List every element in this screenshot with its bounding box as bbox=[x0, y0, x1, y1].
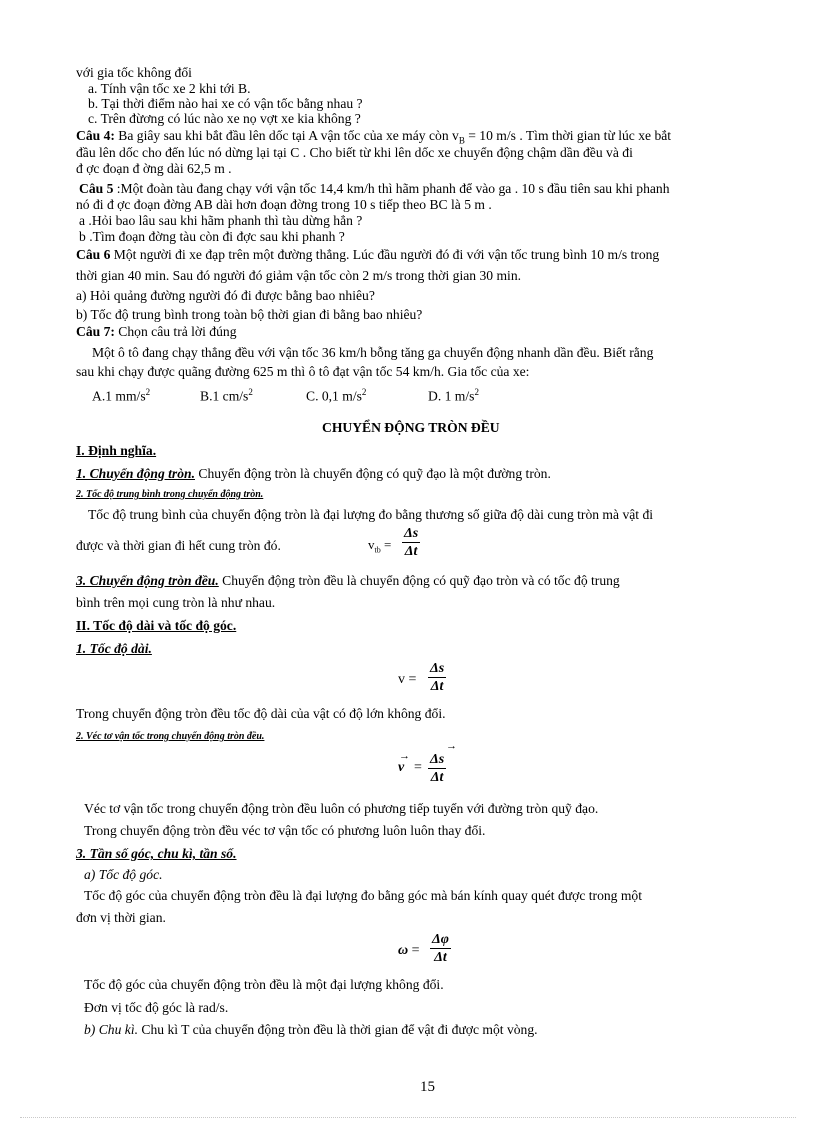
page-number: 15 bbox=[420, 1079, 435, 1095]
text: C. 0,1 m/s bbox=[306, 388, 362, 404]
subscript: B bbox=[458, 135, 465, 146]
subheading: 3. Chuyển động tròn đều. bbox=[76, 573, 219, 588]
superscript: 2 bbox=[145, 387, 151, 397]
list-item: a. Tính vận tốc xe 2 khi tới B. bbox=[88, 81, 251, 96]
equation-label bbox=[368, 537, 391, 555]
text: Chọn câu trả lời đúng bbox=[114, 324, 237, 339]
text: ω bbox=[398, 943, 409, 958]
denominator: Δt bbox=[430, 770, 444, 785]
subheading: 2. Véc tơ vận tốc trong chuyển động tròn đều. bbox=[76, 731, 265, 742]
subheading: 1. Tốc độ dài. bbox=[76, 641, 152, 656]
heading-2: II. Tốc độ dài và tốc độ góc. bbox=[76, 618, 237, 633]
text-line: đầu lên dốc cho đến lúc nó dừng lại tại C . Cho biết từ khi lên dốc xe chuyển động chậm dần đều và đi bbox=[76, 145, 633, 160]
superscript: 2 bbox=[248, 387, 253, 397]
superscript: 2 bbox=[361, 387, 367, 397]
question-6-label: Câu 6 bbox=[76, 247, 111, 262]
subheading: 3. Tần số góc, chu kì, tần số. bbox=[76, 846, 237, 861]
numerator: Δs bbox=[430, 752, 445, 767]
text: Chuyển động tròn đều là chuyển động có quỹ đạo tròn và có tốc độ trung bbox=[218, 573, 620, 588]
equation-label: v = bbox=[398, 672, 417, 687]
text-line: được và thời gian đi hết cung tròn đó. bbox=[76, 538, 281, 553]
text-line: Trong chuyển động tròn đều tốc độ dài của vật có độ lớn không đổi. bbox=[76, 706, 446, 721]
text-line: Một ô tô đang chạy thẳng đều với vận tốc 36 km/h bỗng tăng ga chuyển động nhanh dần đều. Biết rằng bbox=[92, 345, 654, 360]
superscript: 2 bbox=[474, 387, 479, 397]
option-c bbox=[306, 384, 366, 405]
subheading-line bbox=[76, 465, 551, 482]
subheading: b) Chu kì. bbox=[84, 1022, 138, 1037]
text-line: với gia tốc không đổi bbox=[76, 65, 192, 80]
text-line: Tốc độ góc của chuyển động tròn đều là đại lượng đo bằng góc mà bán kính quay quét được trong một bbox=[84, 888, 643, 903]
section-title: CHUYỂN ĐỘNG TRÒN ĐỀU bbox=[322, 420, 500, 435]
text-line: Véc tơ vận tốc trong chuyển động tròn đều luôn có phương tiếp tuyến với đường tròn quỹ đạo. bbox=[84, 801, 599, 816]
numerator: Δs bbox=[404, 526, 419, 541]
option-b bbox=[200, 384, 253, 405]
equals: = bbox=[414, 760, 422, 775]
numerator: Δs bbox=[430, 661, 445, 676]
text: Chuyển động tròn là chuyển động có quỹ đạo là một đường tròn. bbox=[194, 466, 551, 481]
denominator: Δt bbox=[430, 679, 444, 694]
subheading: 2. Tốc độ trung bình trong chuyển động tròn. bbox=[76, 489, 264, 500]
fraction bbox=[428, 751, 446, 786]
question-5-line bbox=[79, 180, 670, 197]
text-line: đơn vị thời gian. bbox=[76, 910, 166, 925]
option-d bbox=[428, 384, 479, 405]
text-line: b) Tốc độ trung bình trong toàn bộ thời gian đi bằng bao nhiêu? bbox=[76, 307, 423, 322]
question-7-label: Câu 7: bbox=[76, 324, 115, 339]
text: = bbox=[380, 537, 392, 552]
heading-1: I. Định nghĩa. bbox=[76, 443, 157, 458]
text-line: a .Hỏi bao lâu sau khi hãm phanh thì tàu dừng hẳn ? bbox=[79, 213, 363, 228]
vector-arrow: → bbox=[399, 750, 410, 762]
text: v bbox=[368, 537, 375, 552]
subscript: tb bbox=[374, 545, 381, 555]
fraction bbox=[430, 931, 451, 966]
subheading: a) Tốc độ góc. bbox=[84, 867, 163, 882]
text: = bbox=[408, 943, 420, 958]
subheading: 1. Chuyển động tròn. bbox=[76, 466, 195, 481]
question-7-line bbox=[76, 323, 237, 340]
text-line: b .Tìm đoạn đờng tàu còn đi đợc sau khi phanh ? bbox=[79, 229, 345, 244]
denominator: Δt bbox=[404, 544, 418, 559]
list-item: b. Tại thời điểm nào hai xe có vận tốc bằng nhau ? bbox=[88, 96, 363, 111]
fraction bbox=[402, 525, 420, 560]
text-line: Tốc độ trung bình của chuyển động tròn là đại lượng đo bằng thương số giữa độ dài cung tròn mà vật đi bbox=[88, 507, 654, 522]
text-line: bình trên mọi cung tròn là như nhau. bbox=[76, 595, 276, 610]
text: :Một đoàn tàu đang chạy với vận tốc 14,4 km/h thì hãm phanh để vào ga . 10 s đầu tiên sau khi phanh bbox=[113, 181, 670, 196]
subheading-line bbox=[76, 572, 620, 589]
omega-symbol bbox=[398, 943, 420, 959]
text: Ba giây sau khi bắt đầu lên dốc tại A vận tốc của xe máy còn v bbox=[114, 128, 459, 143]
text-line: nó đi đ ợc đoạn đờng AB dài hơn đoạn đờng trong 10 s tiếp theo BC là 5 m . bbox=[76, 197, 492, 212]
text-line: sau khi chạy được quãng đường 625 m thì ô tô đạt vận tốc 54 km/h. Gia tốc của xe: bbox=[76, 364, 530, 379]
text-line: Đơn vị tốc độ góc là rad/s. bbox=[84, 1000, 229, 1015]
option-a bbox=[92, 384, 150, 405]
text: Chu kì T của chuyển động tròn đều là thời gian để vật đi được một vòng. bbox=[138, 1022, 538, 1037]
text-line: thời gian 40 min. Sau đó người đó giảm vận tốc còn 2 m/s trong thời gian 30 min. bbox=[76, 268, 522, 283]
text: = 10 m/s . Tìm thời gian từ lúc xe bắt bbox=[464, 128, 672, 143]
vector-v: v bbox=[398, 760, 405, 775]
text-line: Tốc độ góc của chuyển động tròn đều là một đại lượng không đổi. bbox=[84, 977, 444, 992]
text: A.1 mm/s bbox=[92, 388, 146, 404]
question-4-label: Câu 4: bbox=[76, 128, 115, 143]
text-line: đ ợc đoạn đ ờng dài 62,5 m . bbox=[76, 161, 232, 176]
question-5-label: Câu 5 bbox=[79, 181, 114, 196]
page-bottom-border bbox=[20, 1117, 796, 1118]
fraction bbox=[428, 660, 446, 695]
text: Một người đi xe đạp trên một đường thẳng. Lúc đầu người đó đi với vận tốc trung bình 10 m/s trong bbox=[110, 247, 660, 262]
numerator: Δφ bbox=[432, 932, 449, 947]
text: D. 1 m/s bbox=[428, 388, 475, 404]
text-line: Trong chuyển động tròn đều véc tơ vận tốc có phương luôn luôn thay đổi. bbox=[84, 823, 486, 838]
vector-arrow: → bbox=[446, 740, 457, 752]
denominator: Δt bbox=[434, 950, 447, 965]
question-6-line bbox=[76, 246, 659, 263]
subheading-line bbox=[84, 1021, 538, 1038]
list-item: c. Trên đừơng có lúc nào xe nọ vợt xe kia không ? bbox=[88, 111, 361, 126]
text: B.1 cm/s bbox=[200, 388, 249, 404]
text-line: a) Hỏi quảng đường người đó đi được bằng bao nhiêu? bbox=[76, 288, 375, 303]
